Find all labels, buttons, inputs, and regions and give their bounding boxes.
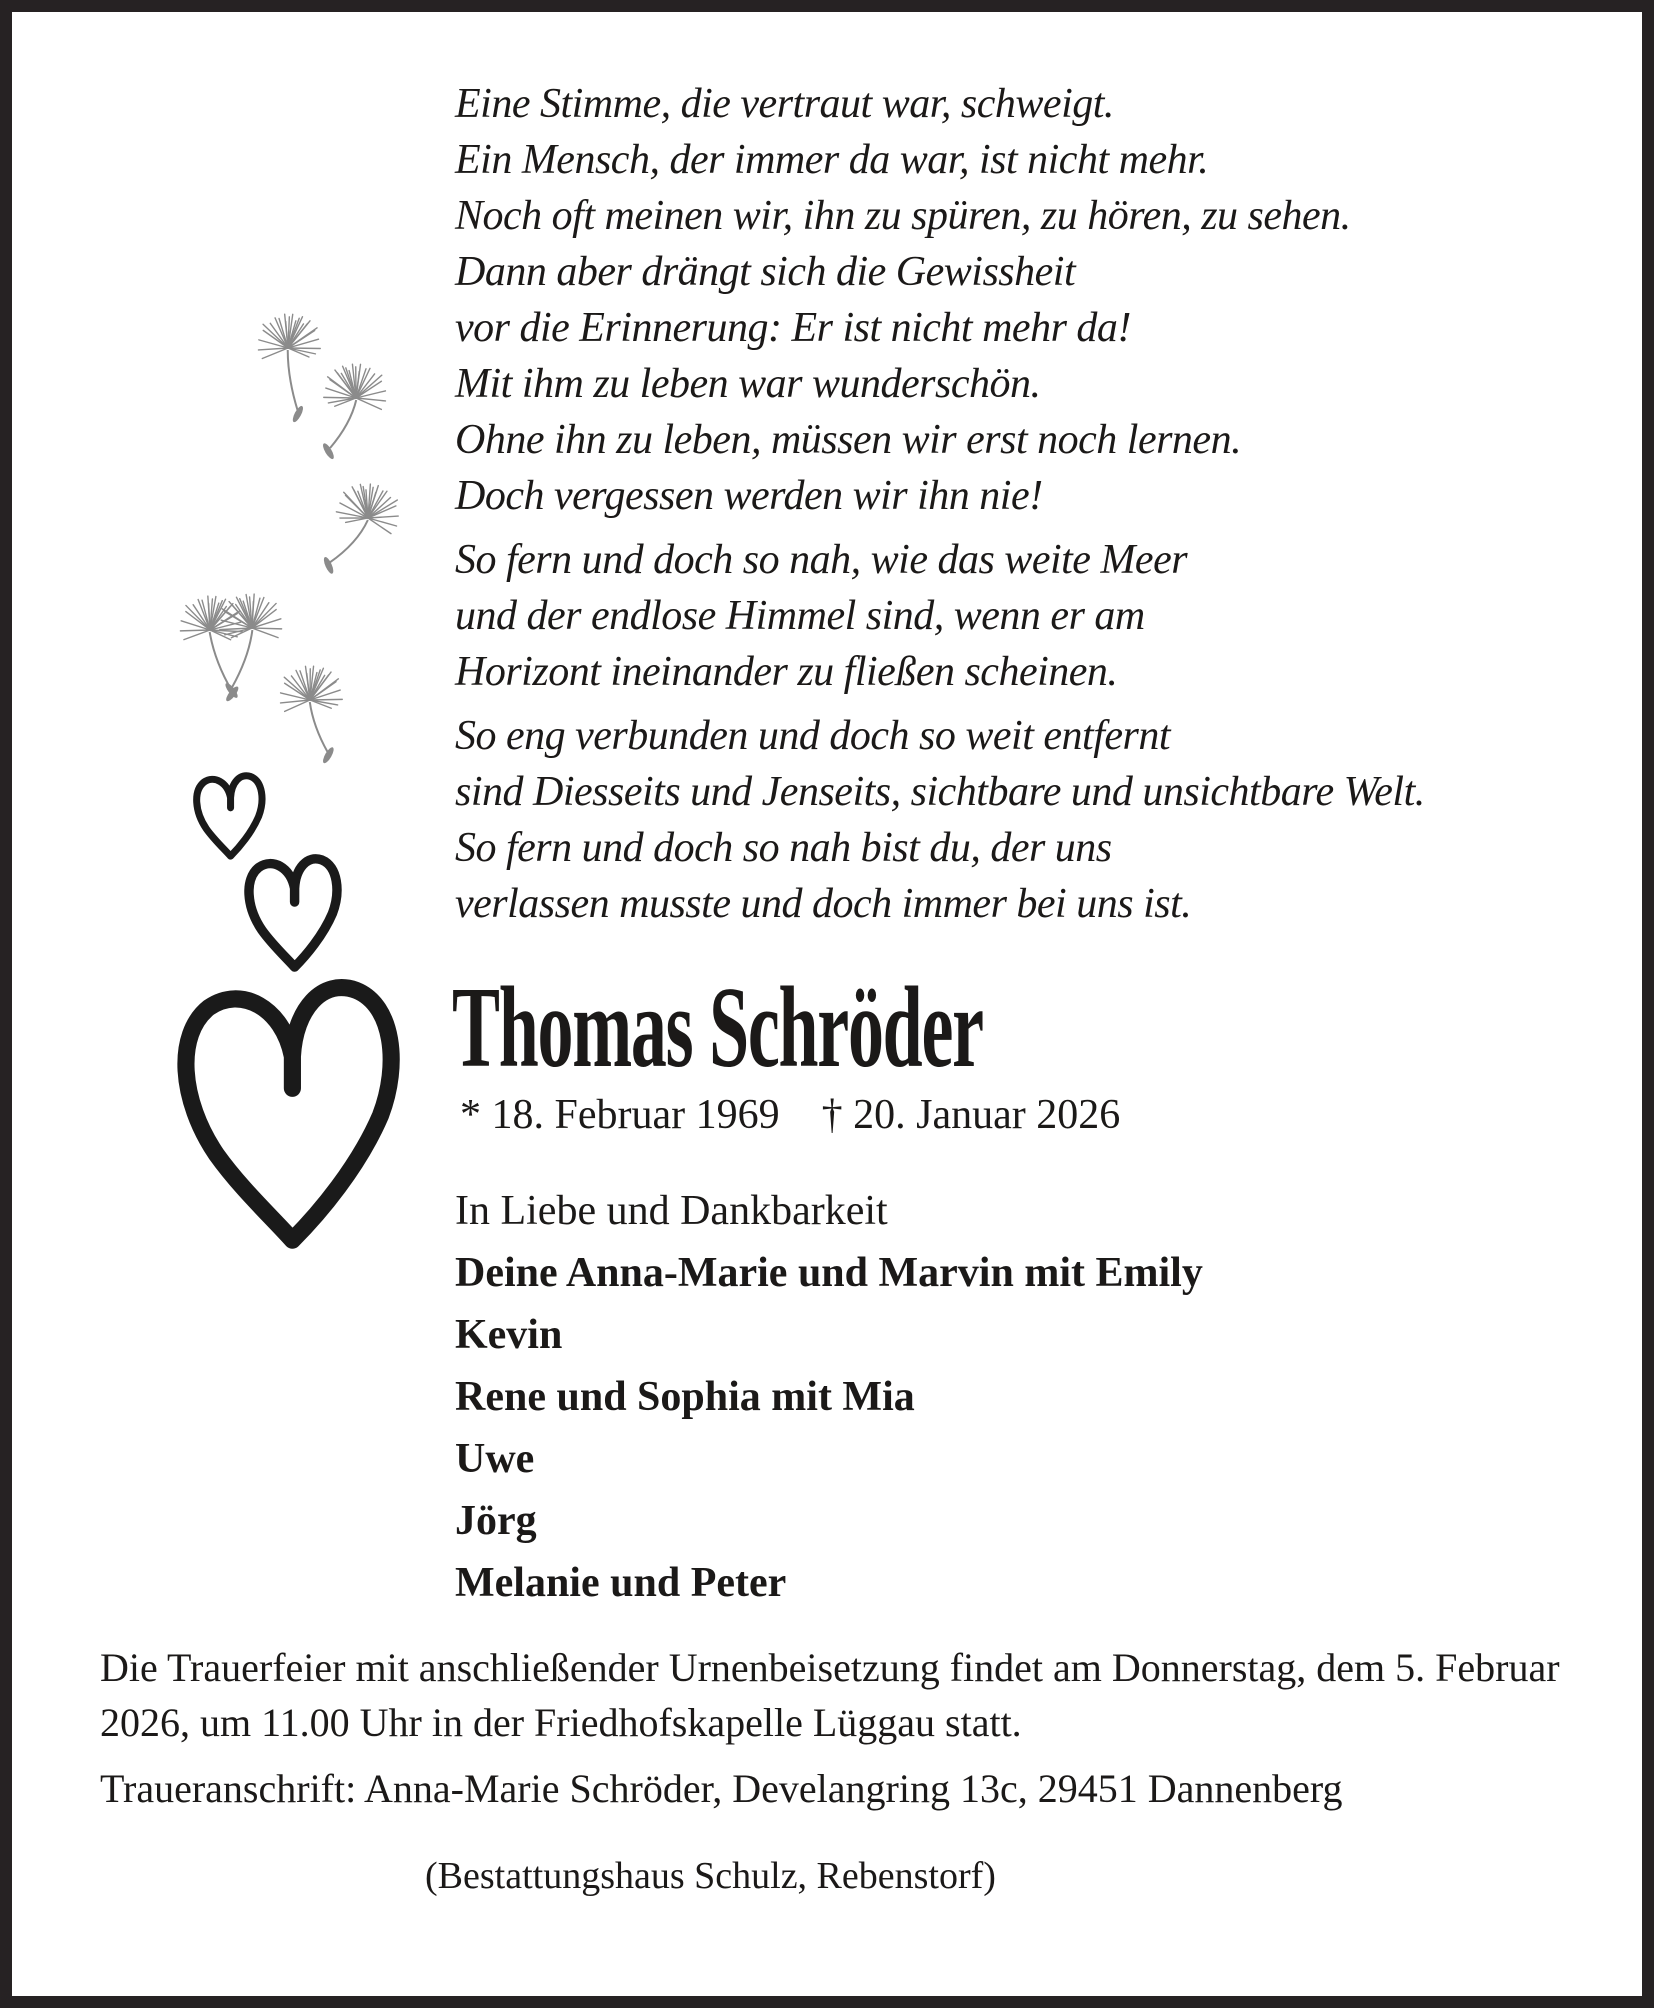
poem-line: Ohne ihn zu leben, müssen wir erst noch lernen.	[455, 417, 1242, 463]
mourner-name: Jörg	[455, 1498, 537, 1544]
poem-line: verlassen musste und doch immer bei uns ist.	[455, 881, 1192, 927]
mourner-name: Melanie und Peter	[455, 1560, 787, 1606]
death-date: † 20. Januar 2026	[821, 1092, 1121, 1138]
mourner-name: Rene und Sophia mit Mia	[455, 1374, 915, 1420]
poem-line: So fern und doch so nah, wie das weite Meer	[455, 537, 1188, 583]
poem-line: und der endlose Himmel sind, wenn er am	[455, 593, 1145, 639]
poem-stanza	[455, 708, 1425, 932]
dandelion-seeds-illustration	[140, 240, 440, 780]
dandelion-seed-icon	[313, 361, 392, 461]
dandelion-seed-icon	[248, 310, 324, 425]
poem-line: Noch oft meinen wir, ihn zu spüren, zu hören, zu sehen.	[455, 193, 1351, 239]
dandelion-seed-icon	[169, 591, 256, 704]
condolence-address: Traueranschrift: Anna-Marie Schröder, Develangring 13c, 29451 Dannenberg	[100, 1766, 1343, 1811]
heart-icon	[240, 852, 345, 974]
poem-line: Eine Stimme, die vertraut war, schweigt.	[455, 81, 1114, 127]
life-dates	[460, 1090, 1120, 1140]
poem-line: vor die Erinnerung: Er ist nicht mehr da!	[455, 305, 1131, 351]
funeral-info: Die Trauerfeier mit anschließender Urnenbeisetzung findet am Donnerstag, dem 5. Februar 2026, um 11.00 Uhr in der Friedhofskapelle Lüggau statt.	[100, 1645, 1560, 1745]
dandelion-seed-icon	[209, 589, 294, 701]
poem-line: Horizont ineinander zu fließen scheinen.	[455, 649, 1118, 695]
poem-line: sind Diesseits und Jenseits, sichtbare und unsichtbare Welt.	[455, 769, 1425, 815]
poem-stanza	[455, 76, 1425, 524]
dandelion-seed-icon	[274, 663, 346, 765]
heart-icon	[165, 968, 410, 1260]
poem-line: Dann aber drängt sich die Gewissheit	[455, 249, 1076, 295]
closing-intro: In Liebe und Dankbarkeit	[455, 1188, 888, 1234]
poem-stanza	[455, 532, 1425, 700]
closing-block	[455, 1180, 1203, 1614]
poem-line: So fern und doch so nah bist du, der uns	[455, 825, 1112, 871]
mourner-name: Deine Anna-Marie und Marvin mit Emily	[455, 1250, 1203, 1296]
mourner-name: Kevin	[455, 1312, 563, 1358]
poem-line: So eng verbunden und doch so weit entfernt	[455, 713, 1171, 759]
poem-line: Doch vergessen werden wir ihn nie!	[455, 473, 1043, 519]
poem-line: Mit ihm zu leben war wunderschön.	[455, 361, 1041, 407]
heart-icon	[190, 770, 268, 862]
deceased-name: Thomas Schröder	[452, 964, 983, 1092]
memorial-poem	[455, 76, 1425, 932]
poem-line: Ein Mensch, der immer da war, ist nicht mehr.	[455, 137, 1209, 183]
birth-date: * 18. Februar 1969	[460, 1092, 780, 1138]
dandelion-seed-icon	[321, 481, 400, 579]
funeral-home-credit: (Bestattungshaus Schulz, Rebenstorf)	[425, 1855, 996, 1897]
mourners-list	[455, 1242, 1203, 1614]
mourner-name: Uwe	[455, 1436, 535, 1482]
